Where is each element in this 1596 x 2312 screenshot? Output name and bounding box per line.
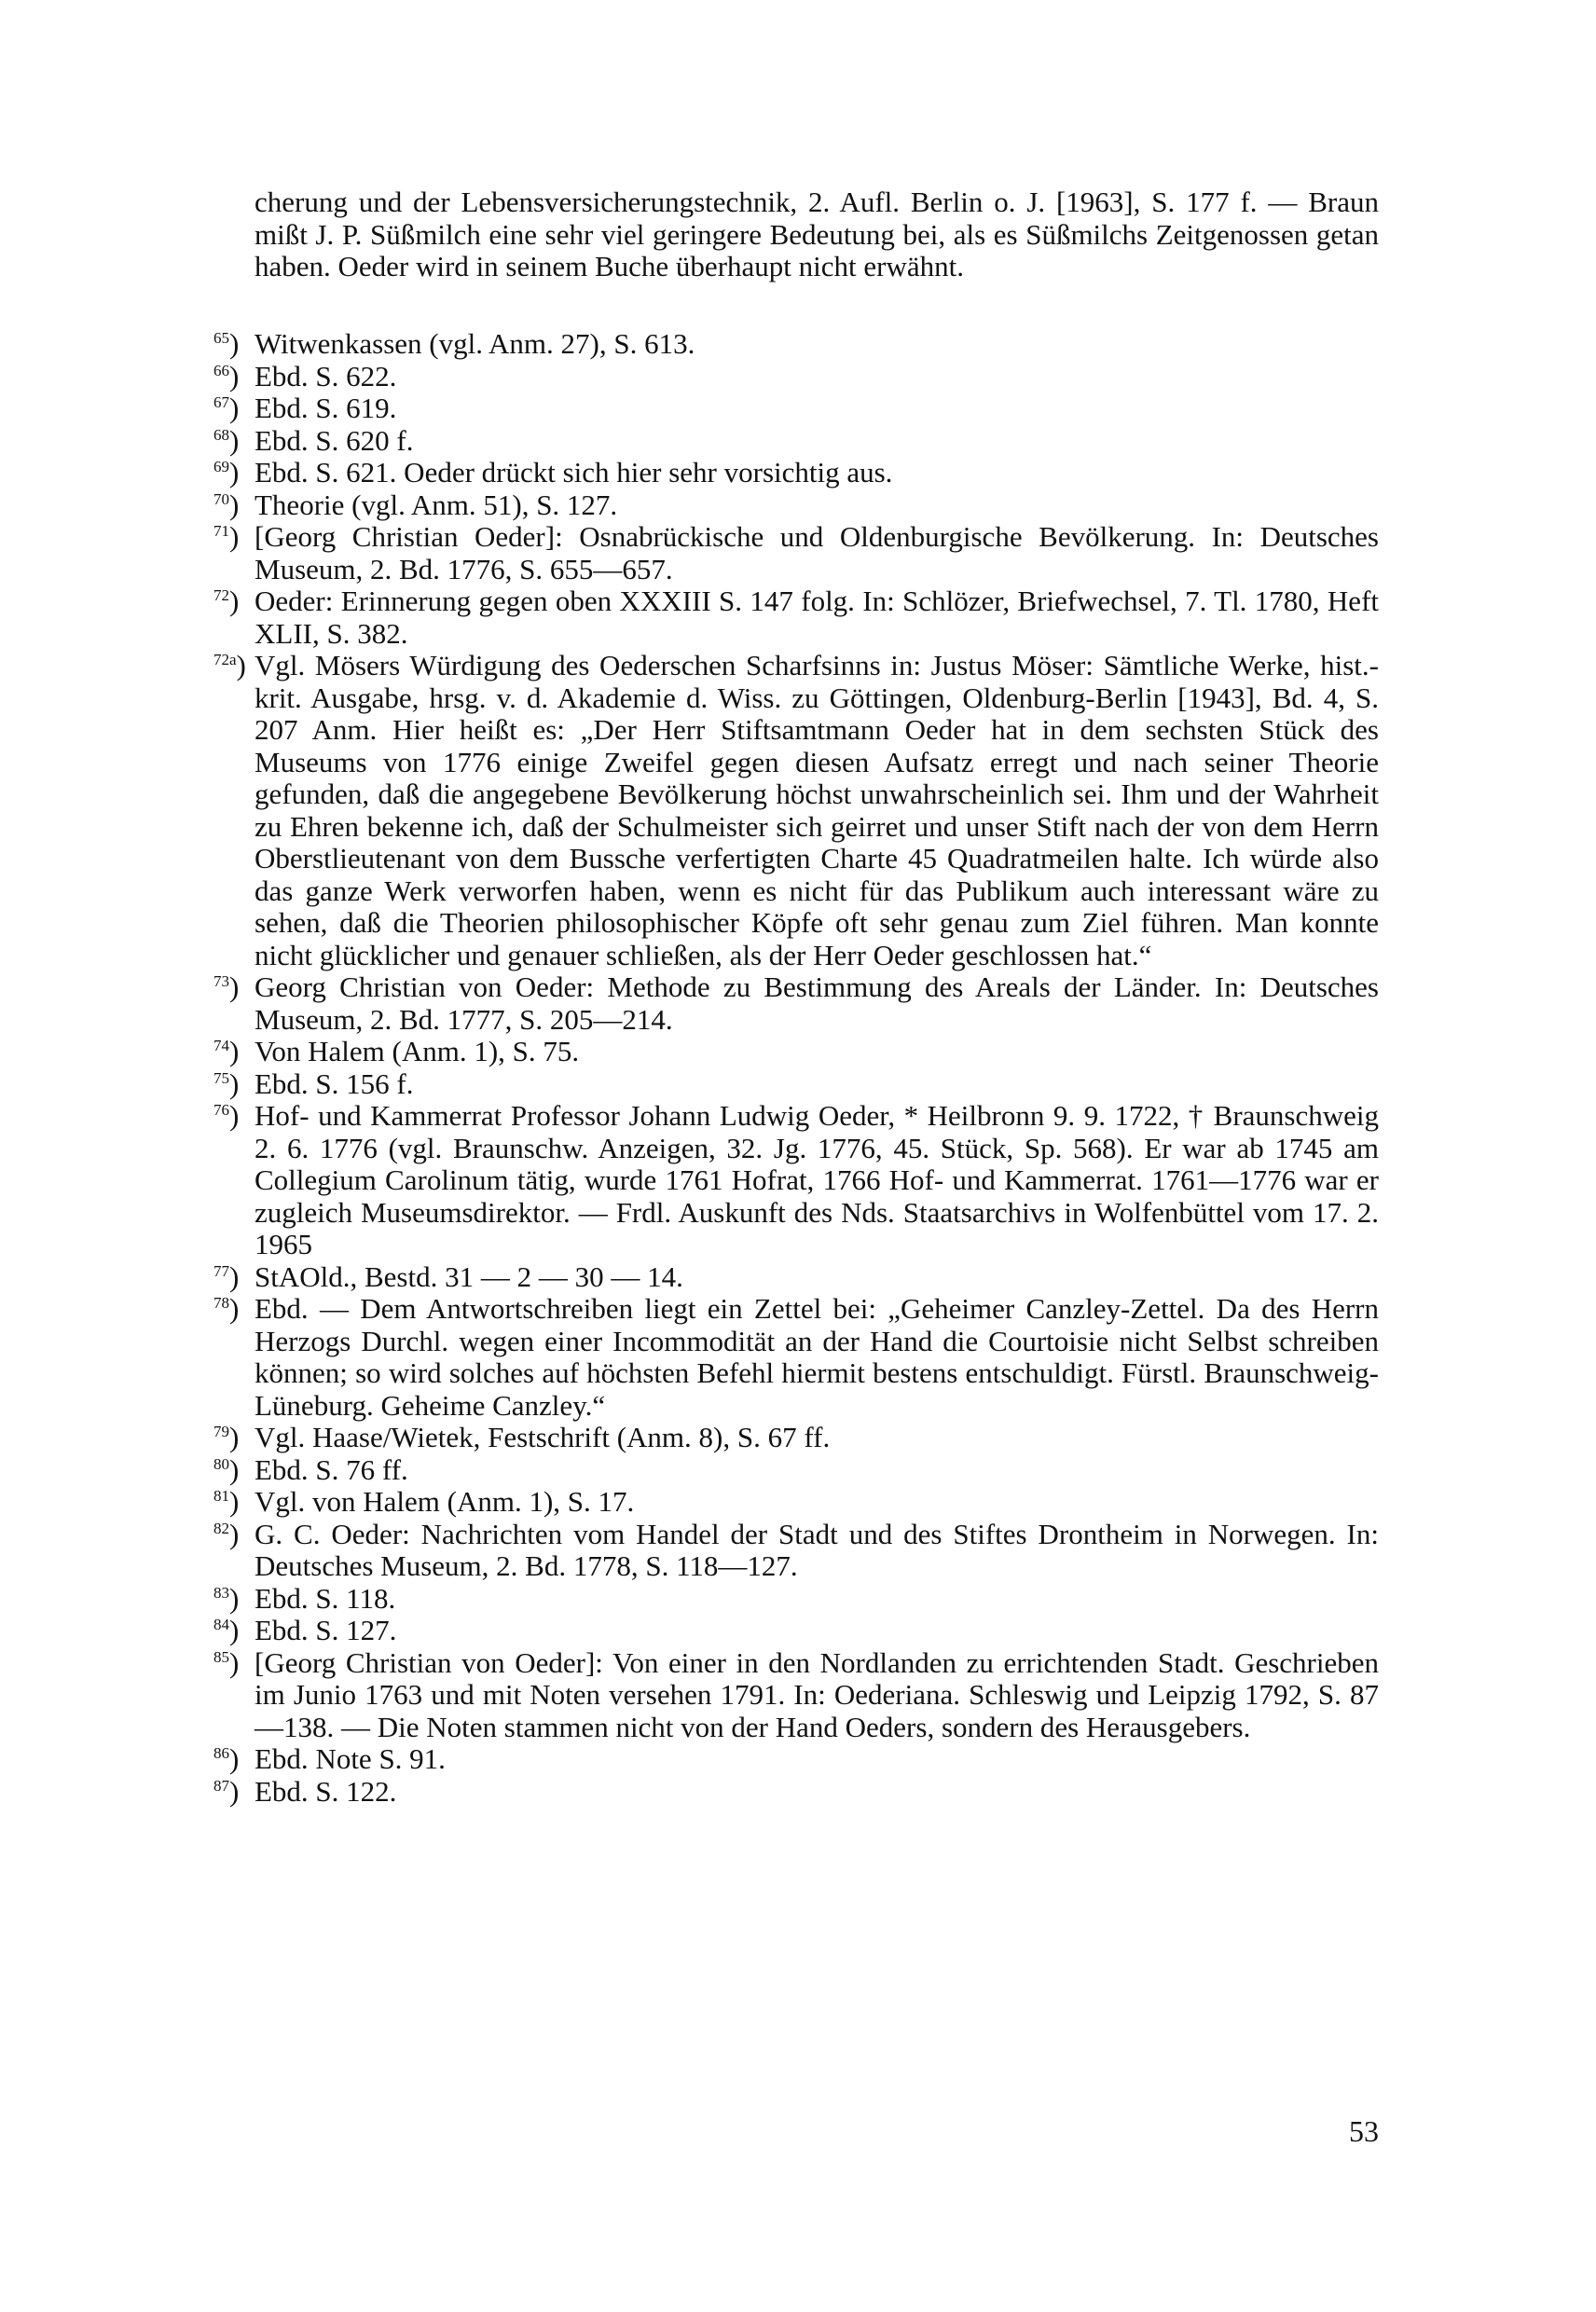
footnote-text: Ebd. S. 122. [255, 1774, 397, 1808]
footnote-number: $^{66}$) [213, 359, 240, 392]
footnote-text: [Georg Christian Oeder]: Osnabrückische und Oldenburgische Bevölkerung. In: Deutsches Museum, 2. Bd. 1776, S. 655—657. [255, 520, 1379, 585]
footnote [213, 1067, 1379, 1101]
footnote [213, 1614, 1379, 1647]
footnote-number: $^{80}$) [213, 1452, 240, 1486]
footnote-continuation [255, 186, 1379, 283]
footnote-number: $^{69}$) [213, 456, 240, 489]
footnote-text: Ebd. S. 118. [255, 1581, 396, 1615]
footnote-number: $^{76}$) [213, 1099, 240, 1132]
footnote-text: Witwenkassen (vgl. Anm. 27), S. 613. [255, 327, 695, 360]
footnote-text: Hof- und Kammerrat Professor Johann Ludwig Oeder, * Heilbronn 9. 9. 1722, † Braunschweig 2. 6. 1776 (vgl. Braunschw. Anzeigen, 32. Jg. 1776, 45. Stück, Sp. 568). Er war ab 1745 am Collegium Carolinum tätig, wurde 1761 Hofrat, 1766 Hof- und Kammerrat. 1761—1776 war er zugleich Museumsdirektor. — Frdl. Auskunft des Nds. Staatsarchivs in Wolfenbüttel vom 17. 2. 1965 [255, 1099, 1379, 1260]
footnotes-list [213, 327, 1379, 1808]
footnote [213, 1645, 1379, 1744]
footnote [213, 1292, 1379, 1422]
footnote [213, 392, 1379, 425]
footnote [213, 1452, 1379, 1487]
footnote-number: $^{77}$) [213, 1259, 240, 1293]
footnote-text: [Georg Christian von Oeder]: Von einer in den Nordlanden zu errichtenden Stadt. Geschrieben im Junio 1763 und mit Noten versehen 1791. In: Oederiana. Schleswig und Leipzig 1792, S. 87—138. — Die Noten stammen nicht von der Hand Oeders, sondern des Herausgebers. [255, 1645, 1379, 1743]
footnote [213, 1259, 1379, 1294]
footnote-text: Vgl. Haase/Wietek, Festschrift (Anm. 8), S. 67 ff. [255, 1421, 831, 1453]
footnote-number: $^{71}$) [213, 520, 240, 553]
footnote [213, 649, 1379, 971]
footnote-number: $^{67}$) [213, 392, 240, 424]
footnote-number: $^{70}$) [213, 488, 240, 521]
footnote-number: $^{72}$) [213, 585, 240, 617]
footnote-text: Ebd. S. 156 f. [255, 1067, 414, 1100]
footnote-text: Georg Christian von Oeder: Methode zu Bestimmung des Areals der Länder. In: Deutsches Museum, 2. Bd. 1777, S. 205—214. [255, 970, 1379, 1036]
footnote-number: $^{82}$) [213, 1517, 240, 1550]
continuation-text: cherung und der Lebensversicherungstechnik, 2. Aufl. Berlin o. J. [1963], S. 177 f. — Braun mißt J. P. Süßmilch eine sehr viel geringere Bedeutung bei, als es Süßmilchs Zeitgenossen getan haben. Oeder wird in seinem Buche überhaupt nicht erwähnt. [255, 186, 1379, 282]
footnote-number: $^{74}$) [213, 1035, 240, 1067]
footnote-number: $^{83}$) [213, 1581, 240, 1615]
footnote-number: $^{87}$) [213, 1774, 240, 1808]
footnote [213, 359, 1379, 393]
footnote-text: Ebd. Note S. 91. [255, 1742, 446, 1775]
footnote-text: Ebd. S. 619. [255, 392, 397, 424]
footnote-number: $^{65}$) [213, 327, 240, 360]
footnote-text: Vgl. von Halem (Anm. 1), S. 17. [255, 1485, 635, 1518]
footnote [213, 1485, 1379, 1519]
footnote [213, 423, 1379, 458]
footnote [213, 1035, 1379, 1068]
footnote-text: Ebd. S. 622. [255, 359, 397, 392]
footnote-text: Ebd. S. 76 ff. [255, 1452, 408, 1486]
footnote-text: Ebd. — Dem Antwortschreiben liegt ein Zettel bei: „Geheimer Canzley-Zettel. Da des Herrn Herzogs Durchl. wegen einer Incommodität an der Hand die Courtoisie nicht Selbst schreiben können; so wird solches auf höchsten Befehl hiermit bestens entschuldigt. Fürstl. Braunschweig- Lüneburg. Geheime Canzley.“ [255, 1292, 1379, 1422]
footnote [213, 456, 1379, 489]
footnote [213, 1742, 1379, 1776]
footnote-number: $^{78}$) [213, 1292, 240, 1325]
footnote-text: Ebd. S. 620 f. [255, 423, 414, 457]
footnote-number: $^{68}$) [213, 423, 240, 457]
footnote-text: Theorie (vgl. Anm. 51), S. 127. [255, 488, 618, 521]
footnote-text: Ebd. S. 127. [255, 1614, 397, 1646]
footnote-text: G. C. Oeder: Nachrichten vom Handel der Stadt und des Stiftes Drontheim in Norwegen. In: Deutsches Museum, 2. Bd. 1778, S. 118—127. [255, 1517, 1379, 1582]
footnote-number: $^{84}$) [213, 1614, 240, 1646]
footnote [213, 585, 1379, 650]
page-number: 53 [1349, 2114, 1379, 2148]
footnote-number: $^{81}$) [213, 1485, 240, 1518]
footnote [213, 970, 1379, 1036]
footnote-number: $^{86}$) [213, 1742, 240, 1775]
footnote-number: $^{75}$) [213, 1067, 240, 1100]
footnote [213, 1774, 1379, 1809]
footnote [213, 488, 1379, 522]
footnote-text: Vgl. Mösers Würdigung des Oederschen Scharfsinns in: Justus Möser: Sämtliche Werke, hist.-krit. Ausgabe, hrsg. v. d. Akademie d. Wiss. zu Göttingen, Oldenburg-Berlin [1943], Bd. 4, S. 207 Anm. Hier heißt es: „Der Herr Stiftsamtmann Oeder hat in dem sechsten Stück des Museums von 1776 einige Zweifel gegen diesen Aufsatz erregt und nach seiner Theorie gefunden, daß die angegebene Bevölkerung höchst unwahrscheinlich sei. Ihm und der Wahrheit zu Ehren bekenne ich, daß der Schulmeister sich geirret und unser Stift nach der von dem Herrn Oberstlieutenant von dem Bussche verfertigten Charte 45 Quadratmeilen halte. Ich würde also das ganze Werk verworfen haben, wenn es nicht für das Publikum auch interessant wäre zu sehen, daß die Theorien philosophischer Köpfe oft sehr genau zum Ziel führen. Man konnte nicht glücklicher und genauer schließen, als der Herr Oeder geschlossen hat.“ [255, 649, 1379, 971]
footnote [213, 327, 1379, 361]
footnote-text: Oeder: Erinnerung gegen oben XXXIII S. 147 folg. In: Schlözer, Briefwechsel, 7. Tl. 1780, Heft XLII, S. 382. [255, 585, 1379, 650]
footnote-number: $^{85}$) [213, 1645, 240, 1679]
footnote-number: $^{79}$) [213, 1421, 240, 1453]
footnote [213, 1581, 1379, 1616]
footnote [213, 1421, 1379, 1454]
footnote-text: StAOld., Bestd. 31 — 2 — 30 — 14. [255, 1259, 683, 1293]
footnote [213, 520, 1379, 585]
footnote-number: $^{73}$) [213, 970, 240, 1003]
footnote-text: Ebd. S. 621. Oeder drückt sich hier sehr vorsichtig aus. [255, 456, 893, 489]
footnote [213, 1099, 1379, 1261]
footnote-number: $^{72a}$) [213, 649, 246, 681]
footnote [213, 1517, 1379, 1583]
footnote-text: Von Halem (Anm. 1), S. 75. [255, 1035, 580, 1067]
